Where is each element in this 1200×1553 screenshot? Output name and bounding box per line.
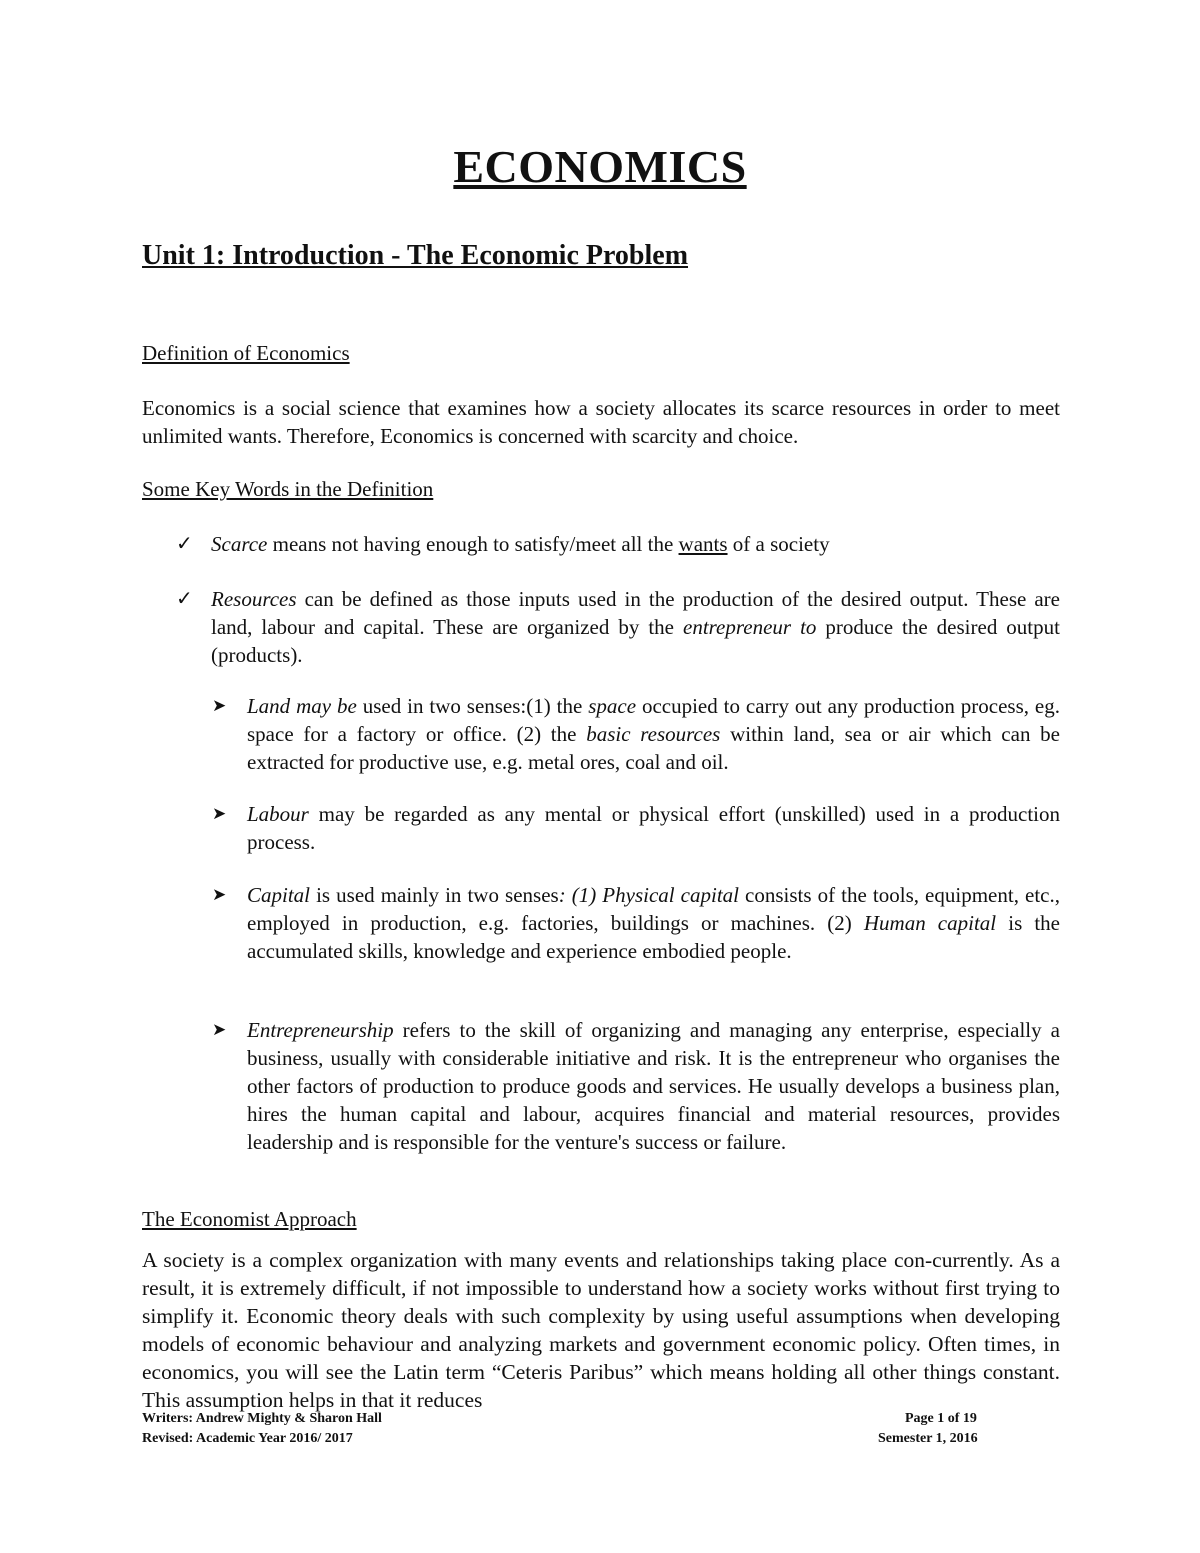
footer-semester: Semester 1, 2016 <box>878 1431 978 1446</box>
arrowhead-icon: ➤ <box>212 885 227 904</box>
term-labour: Labour <box>247 802 309 826</box>
definition-heading: Definition of Economics <box>142 341 350 365</box>
resources-definition: can be defined as those inputs used in the production of the desired output. These are land, labour and capital. These are organized by the <box>211 587 1060 639</box>
approach-heading: The Economist Approach <box>142 1207 357 1231</box>
entrepreneur-italic: entrepreneur to <box>683 615 817 639</box>
human-capital-italic: Human capital <box>863 911 997 935</box>
list-item-scarce <box>176 530 1060 558</box>
land-text-1: used in two senses:(1) the <box>356 694 589 718</box>
land-text-2: occupied to carry out any production process, eg. space for a factory or office. (2) the <box>247 694 1060 746</box>
footer-revised: Revised: Academic Year 2016/ 2017 <box>142 1431 353 1446</box>
resources-text <box>211 585 1060 669</box>
list-item-capital <box>212 881 1060 965</box>
check-mark-icon: ✓ <box>176 588 193 610</box>
key-words-heading: Some Key Words in the Definition <box>142 477 434 501</box>
land-text <box>247 692 1060 776</box>
arrowhead-icon: ➤ <box>212 804 227 823</box>
list-item-entrepreneurship <box>212 1016 1060 1156</box>
labour-definition: may be regarded as any mental or physical effort (unskilled) used in a production process. <box>247 802 1060 854</box>
arrowhead-icon: ➤ <box>212 696 227 715</box>
list-item-labour <box>212 800 1060 856</box>
arrowhead-icon: ➤ <box>212 1020 227 1039</box>
document-title: ECONOMICS <box>453 141 747 192</box>
unit-title: Unit 1: Introduction - The Economic Problem <box>142 240 689 271</box>
entrepreneurship-text <box>247 1016 1060 1156</box>
term-scarce: Scarce <box>211 532 268 556</box>
term-land: Land may be <box>247 694 357 718</box>
scarce-definition: means not having enough to satisfy/meet all the <box>267 532 679 556</box>
footer-writers: Writers: Andrew Mighty & Sharon Hall <box>142 1411 382 1426</box>
land-text-3: within land, sea or air which can be extracted for productive use, e.g. metal ores, coal and oil. <box>247 722 1060 774</box>
approach-text: A society is a complex organization with many events and relationships taking place con-currently. As a result, it is extremely difficult, if not impossible to understand how a society works without first trying to simplify it. Economic theory deals with such complexity by using useful assumptions when developing models of economic behaviour and analyzing markets and government economic policy. Often times, in economics, you will see the Latin term “Ceteris Paribus” which means holding all other things constant. This assumption helps in that it reduces <box>142 1248 1060 1412</box>
wants-underlined: wants <box>678 532 728 556</box>
list-item-resources <box>176 585 1060 669</box>
list-item-land <box>212 692 1060 776</box>
term-entrepreneurship: Entrepreneurship <box>247 1018 394 1042</box>
footer-page-number: Page 1 of 19 <box>905 1411 977 1426</box>
term-resources: Resources <box>211 587 297 611</box>
capital-text <box>247 881 1060 965</box>
resources-definition-end: produce the desired output (products). <box>211 615 1060 667</box>
term-capital: Capital <box>247 883 311 907</box>
check-mark-icon: ✓ <box>176 533 193 555</box>
labour-text <box>247 800 1060 856</box>
space-italic: space <box>588 694 637 718</box>
capital-text-3: is the accumulated skills, knowledge and experience embodied people. <box>247 911 1061 963</box>
basic-resources-italic: basic resources <box>586 722 721 746</box>
scarce-text <box>211 530 1060 558</box>
capital-text-1: is used mainly in two senses <box>310 883 559 907</box>
physical-capital-italic: : (1) Physical capital <box>558 883 739 907</box>
capital-text-2: consists of the tools, equipment, etc., employed in production, e.g. factories, buildings or machines. (2) <box>247 883 1060 935</box>
definition-text: Economics is a social science that examines how a society allocates its scarce resources in order to meet unlimited wants. Therefore, Economics is concerned with scarcity and choice. <box>142 396 1060 448</box>
scarce-definition-end: of a society <box>727 532 830 556</box>
entrepreneurship-definition: refers to the skill of organizing and managing any enterprise, especially a business, usually with considerable initiative and risk. It is the entrepreneur who organises the other factors of production to produce goods and services. He usually develops a business plan, hires the human capital and labour, acquires financial and material resources, provides leadership and is responsible for the venture's success or failure. <box>247 1018 1060 1154</box>
